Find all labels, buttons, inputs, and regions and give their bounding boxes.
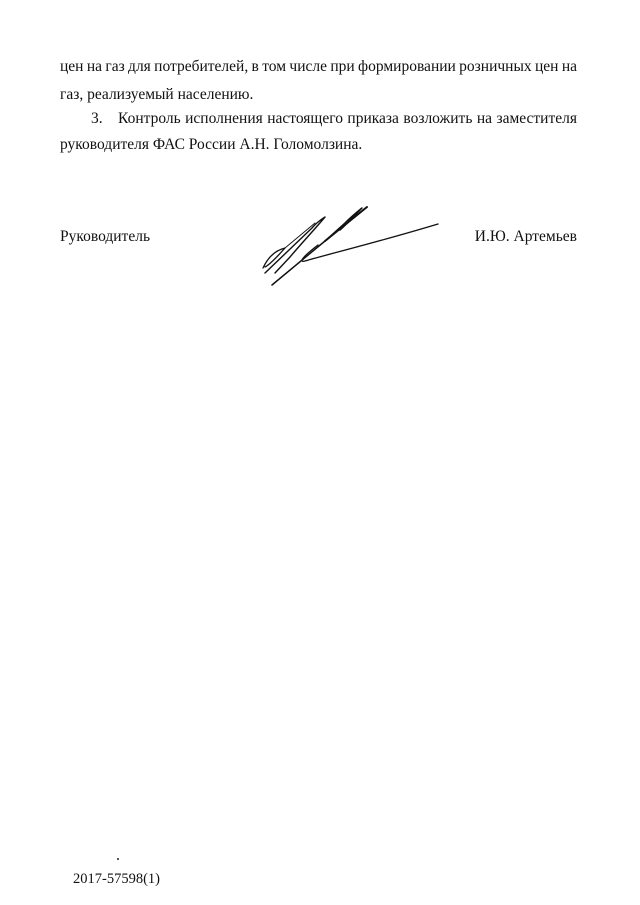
handwritten-signature bbox=[255, 195, 445, 290]
signatory-role: Руководитель bbox=[60, 228, 151, 245]
paragraph-line: цен на газ для потребителей, в том числе при формировании розничных цен на bbox=[60, 58, 577, 75]
item-3-text: Контроль исполнения настоящего приказа возложить на заместителя bbox=[118, 110, 577, 127]
document-number: 2017-57598(1) bbox=[73, 871, 160, 887]
item-3-line bbox=[91, 109, 577, 129]
paragraph-line: газ, реализуемый населению. bbox=[60, 86, 254, 103]
scan-mark bbox=[117, 858, 119, 860]
paragraph-line: руководителя ФАС России А.Н. Голомолзина. bbox=[60, 136, 363, 153]
item-number: 3. bbox=[91, 110, 103, 127]
signatory-name: И.Ю. Артемьев bbox=[474, 228, 577, 245]
